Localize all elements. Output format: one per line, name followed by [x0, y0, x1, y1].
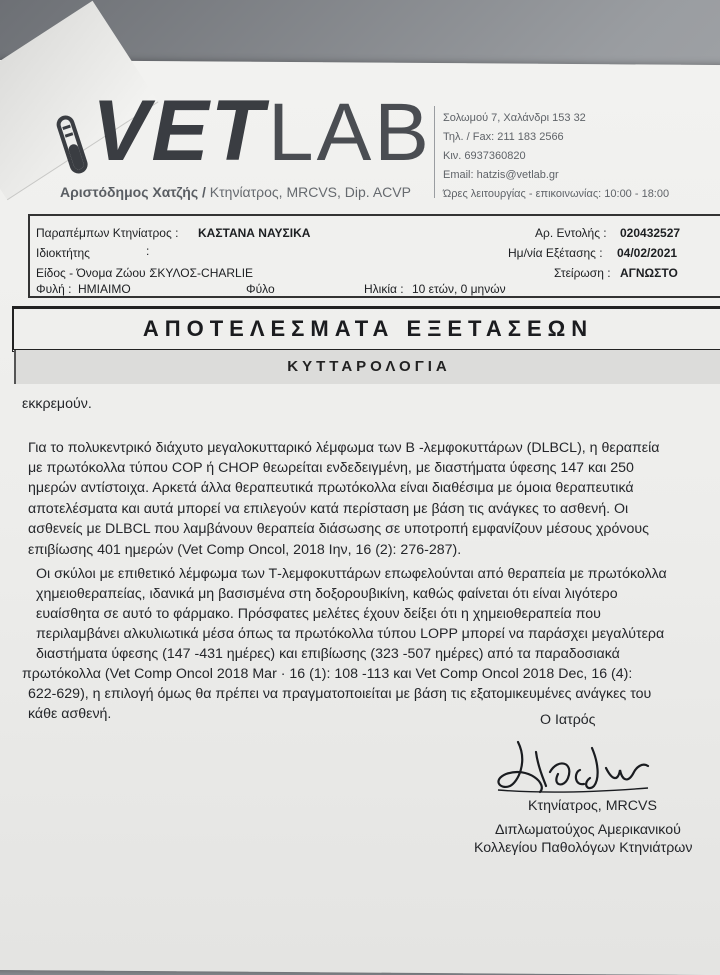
paragraph1-line6: επιβίωσης 401 ημερών (Vet Comp Oncol, 2018 Ιην, 16 (2): 276-287).	[28, 542, 462, 558]
results-banner: ΑΠΟΤΕΛΕΣΜΑΤΑ ΕΞΕΤΑΣΕΩΝ	[12, 306, 720, 352]
species-label: Είδος - Όνομα Ζώου :	[36, 266, 153, 280]
cytology-section-header: ΚΥΤΤΑΡΟΛΟΓΙΑ	[14, 350, 720, 384]
contact-email: Email: hatzis@vetlab.gr	[443, 169, 559, 181]
signature-title: Κτηνίατρος, MRCVS	[528, 798, 657, 814]
header-divider	[434, 106, 435, 198]
contact-phone: Τηλ. / Fax: 211 183 2566	[443, 131, 564, 143]
owner-colon: :	[146, 244, 150, 258]
paragraph2-line7: 622-629), η επιλογή όμως θα πρέπει να πραγματοποιείται με βάση τις εξατομικευμένες ανάγκες του	[28, 686, 652, 702]
owner-label: Ιδιοκτήτης	[36, 246, 90, 260]
paragraph2-line1: Οι σκύλοι με επιθετικό λέμφωμα των Τ-λεμφοκυττάρων επωφελούνται από θεραπεία με πρωτόκολλα	[36, 566, 667, 582]
pending-text: εκκρεμούν.	[22, 396, 92, 412]
handwritten-signature	[488, 722, 658, 802]
order-number-value: 020432527	[620, 226, 681, 240]
paragraph1-line1: Για το πολυκεντρικό διάχυτο μεγαλοκυτταρικό λέμφωμα των Β -λεμφοκυττάρων (DLBCL), η θεραπεία	[28, 440, 660, 456]
age-value: 10 ετών, 0 μηνών	[412, 282, 506, 296]
paragraph2-line2: χημειοθεραπείας, ιδανικά μη βασισμένα στη δοξορουβικίνη, καθώς φαίνεται ότι είναι λιγότερο	[36, 586, 618, 602]
logo-vet-text: VET	[92, 83, 266, 179]
paragraph2-line5: διαστήματα ύφεσης (147 -431 ημέρες) και επιβίωσης (323 -507 ημέρες) από τα παραδοσιακά	[36, 646, 620, 662]
logo-lab-text: LAB	[268, 87, 432, 178]
paragraph2-line8: κάθε ασθενή.	[28, 706, 112, 722]
species-value: ΣΚΥΛΟΣ-CHARLIE	[150, 266, 254, 280]
order-number-label: Αρ. Εντολής :	[535, 226, 607, 240]
breed-label: Φυλή :	[36, 282, 72, 296]
sex-label: Φύλο	[246, 282, 275, 296]
exam-date-value: 04/02/2021	[617, 246, 678, 260]
age-label: Ηλικία :	[364, 282, 404, 296]
paragraph1-line4: αποτελέσματα και αυτά μπορεί να επιλεγούν κατά περίσταση με βάση τις ανάγκες το ασθενή. Οι	[28, 501, 629, 517]
contact-mobile: Κιν. 6937360820	[443, 150, 526, 162]
test-tube-logo-icon	[52, 112, 96, 182]
contact-hours: Ώρες λειτουργίας - επικοινωνίας: 10:00 - 18:00	[443, 188, 670, 200]
contact-address: Σολωμού 7, Χαλάνδρι 153 32	[443, 112, 586, 124]
paragraph2-line4: περιλαμβάνει αλκυλιωτικά μέσα όπως τα πρωτόκολλα τύπου LOPP μπορεί να παράσχει μεγαλύτερα	[36, 626, 665, 642]
paragraph1-line5: ασθενείς με DLBCL που λαμβάνουν θεραπεία διάσωσης σε υποτροπή εμφανίζουν μέσους χρόνους	[28, 521, 649, 537]
paragraph1-line2: με πρωτόκολλα τύπου COP ή CHOP θεωρείται ενδεδειγμένη, με διαστήματα ύφεσης 147 και 250	[28, 460, 634, 476]
referring-vet-label: Παραπέμπων Κτηνίατρος :	[36, 226, 179, 240]
lab-director-line	[60, 184, 411, 200]
director-credentials: Κτηνίατρος, MRCVS, Dip. ACVP	[205, 184, 411, 200]
paragraph2-line6: πρωτόκολλα (Vet Comp Oncol 2018 Mar · 16 (1): 108 -113 και Vet Comp Oncol 2018 Dec, 16 (4):	[22, 666, 633, 682]
referring-vet-value: ΚΑΣΤΑΝΑ ΝΑΥΣΙΚΑ	[198, 226, 311, 240]
doctor-label: Ο Ιατρός	[540, 712, 596, 728]
neuter-value: ΑΓΝΩΣΤΟ	[620, 266, 678, 280]
director-name: Αριστόδημος Χατζής /	[60, 184, 206, 200]
signature-credential-line1: Διπλωματούχος Αμερικανικού	[495, 822, 681, 838]
breed-value: ΗΜΙΑΙΜΟ	[78, 282, 131, 296]
paragraph2-line3: ευαίσθητα σε αυτό το φάρμακο. Πρόσφατες μελέτες έχουν δείξει ότι η χημειοθεραπεία που	[36, 606, 601, 622]
signature-credential-line2: Κολλεγίου Παθολόγων Κτηνιάτρων	[474, 840, 693, 856]
paragraph1-line3: ημερών αντίστοιχα. Αρκετά άλλα θεραπευτικά πρωτόκολλα είναι διαθέσιμα με όμοια θεραπευτικά	[28, 480, 634, 496]
exam-date-label: Ημ/νία Εξέτασης :	[508, 246, 603, 260]
neuter-label: Στείρωση :	[554, 266, 611, 280]
